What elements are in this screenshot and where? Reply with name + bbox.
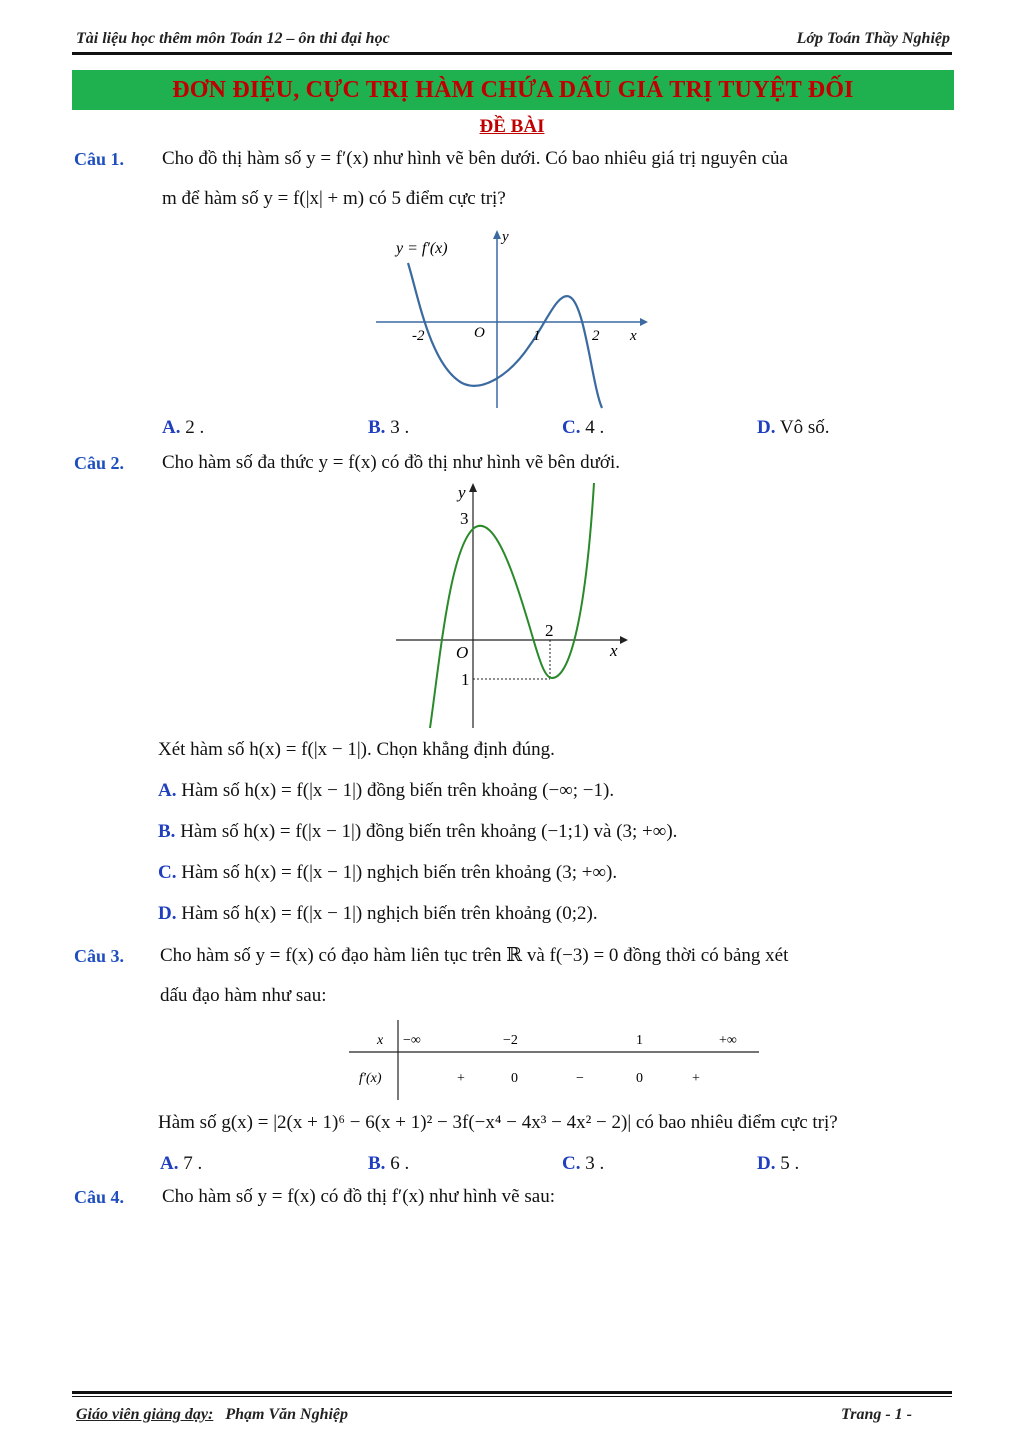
q2-function-curve [430, 483, 594, 728]
q3-option-b-text: 6 . [390, 1153, 410, 1174]
q1-line1: Cho đồ thị hàm số y = f′(x) như hình vẽ bên dưới. Có bao nhiêu giá trị nguyên của [162, 148, 788, 169]
section-subtitle: ĐỀ BÀI [479, 116, 545, 137]
q2-line1: Cho hàm số đa thức y = f(x) có đồ thị như hình vẽ bên dưới. [162, 452, 620, 473]
q2-option-a-text: Hàm số h(x) = f(|x − 1|) đồng biến trên khoảng (−∞; −1). [181, 780, 615, 801]
q2-x-arrow-icon [620, 636, 628, 644]
q3-option-c-letter: C. [562, 1153, 581, 1174]
q4-label: Câu 4. [74, 1187, 125, 1207]
q2-value-3: 3 [460, 509, 469, 528]
q1-option-c-text: 4 . [585, 417, 605, 438]
q2-option-b-text: Hàm số h(x) = f(|x − 1|) đồng biến trên khoảng (−1;1) và (3; +∞). [180, 821, 678, 842]
q1-curve-label: y = f′(x) [396, 240, 448, 257]
page-title: ĐƠN ĐIỆU, CỰC TRỊ HÀM CHỨA DẤU GIÁ TRỊ TUYỆT ĐỐI [172, 76, 854, 103]
q2-y-label: y [458, 483, 466, 502]
q2-option-c-letter: C. [158, 862, 177, 883]
q3-x-value: −2 [503, 1033, 518, 1048]
q3-sign: + [457, 1071, 465, 1086]
q3-option-a-letter: A. [160, 1153, 179, 1174]
q3-option-a[interactable] [160, 1152, 202, 1176]
q1-graph [370, 225, 650, 410]
header-rule [72, 52, 952, 55]
q2-value-1: 1 [461, 670, 470, 689]
q3-table-row2-label: f′(x) [359, 1071, 382, 1086]
footer-page-number: Trang - 1 - [841, 1406, 912, 1423]
q3-x-value: 1 [636, 1033, 643, 1048]
q3-option-b-letter: B. [368, 1153, 386, 1174]
header-left: Tài liệu học thêm môn Toán 12 – ôn thi đại học [76, 30, 390, 47]
q1-option-b-text: 3 . [390, 417, 410, 438]
q1-option-a-letter: A. [162, 417, 181, 438]
q1-x-label: x [630, 328, 637, 344]
q1-y-label: y [502, 229, 509, 245]
q1-derivative-curve [408, 263, 602, 408]
q2-value-2: 2 [545, 621, 554, 640]
q1-tick-1: 1 [533, 328, 541, 344]
q3-option-d-text: 5 . [780, 1153, 800, 1174]
q1-tick-2: 2 [592, 328, 600, 344]
q1-option-b[interactable] [368, 416, 409, 440]
q1-option-b-letter: B. [368, 417, 386, 438]
q1-tick-neg2: -2 [412, 328, 425, 344]
q2-option-c-text: Hàm số h(x) = f(|x − 1|) nghịch biến trên khoảng (3; +∞). [181, 862, 618, 883]
q3-table-row1-label: x [377, 1033, 384, 1048]
q2-option-c[interactable] [158, 861, 617, 885]
q3-x-value: +∞ [719, 1033, 737, 1048]
q2-option-a-letter: A. [158, 780, 177, 801]
q1-x-arrow-icon [640, 318, 648, 326]
footer-rule-thick [72, 1391, 952, 1394]
q2-prompt: Xét hàm số h(x) = f(|x − 1|). Chọn khẳng định đúng. [158, 739, 555, 760]
footer-teacher-name: Phạm Văn Nghiệp [225, 1406, 349, 1423]
q2-origin: O [456, 643, 469, 662]
q2-option-a[interactable] [158, 779, 614, 803]
q3-option-d[interactable] [757, 1152, 799, 1176]
q3-sign: − [576, 1071, 584, 1086]
q2-option-b[interactable] [158, 820, 677, 844]
q1-origin: O [474, 325, 485, 341]
q3-option-b[interactable] [368, 1152, 409, 1176]
q1-option-d[interactable] [757, 416, 830, 440]
q3-option-c-text: 3 . [585, 1153, 605, 1174]
header-right: Lớp Toán Thầy Nghiệp [796, 30, 950, 47]
q3-line2: dấu đạo hàm như sau: [160, 985, 327, 1006]
q1-option-a-text: 2 . [185, 417, 205, 438]
q1-option-c-letter: C. [562, 417, 581, 438]
q4-line1: Cho hàm số y = f(x) có đồ thị f′(x) như hình vẽ sau: [162, 1186, 555, 1207]
q1-y-arrow-icon [493, 230, 501, 239]
q2-option-d-letter: D. [158, 903, 177, 924]
q3-x-value: −∞ [403, 1033, 421, 1048]
q1-option-d-letter: D. [757, 417, 776, 438]
q2-option-d[interactable] [158, 902, 598, 926]
footer-teacher [76, 1406, 348, 1424]
q3-sign: + [692, 1071, 700, 1086]
footer-teacher-label: Giáo viên giảng dạy: [76, 1406, 214, 1423]
q2-y-arrow-icon [469, 483, 477, 492]
q1-option-a[interactable] [162, 416, 204, 440]
q1-label: Câu 1. [74, 149, 125, 169]
q2-label: Câu 2. [74, 453, 125, 473]
q3-sign-table [345, 1018, 765, 1104]
footer-rule-thin [72, 1396, 952, 1397]
page-title-banner [72, 70, 954, 110]
q1-line2: m để hàm số y = f(|x| + m) có 5 điểm cực trị? [162, 188, 506, 209]
q2-option-b-letter: B. [158, 821, 176, 842]
q1-option-d-text: Vô số. [779, 417, 830, 438]
q3-sign: 0 [511, 1071, 518, 1086]
q1-option-c[interactable] [562, 416, 604, 440]
q2-option-d-text: Hàm số h(x) = f(|x − 1|) nghịch biến trên khoảng (0;2). [181, 903, 598, 924]
q2-graph [390, 478, 640, 730]
q3-label: Câu 3. [74, 946, 125, 966]
q3-question: Hàm số g(x) = |2(x + 1)⁶ − 6(x + 1)² − 3f(−x⁴ − 4x³ − 4x² − 2)| có bao nhiêu điểm cực trị? [158, 1112, 838, 1133]
q3-option-c[interactable] [562, 1152, 604, 1176]
q3-line1: Cho hàm số y = f(x) có đạo hàm liên tục trên ℝ và f(−3) = 0 đồng thời có bảng xét [160, 945, 789, 966]
q3-sign: 0 [636, 1071, 643, 1086]
q3-option-d-letter: D. [757, 1153, 776, 1174]
q3-option-a-text: 7 . [183, 1153, 203, 1174]
q2-x-label: x [610, 641, 618, 660]
